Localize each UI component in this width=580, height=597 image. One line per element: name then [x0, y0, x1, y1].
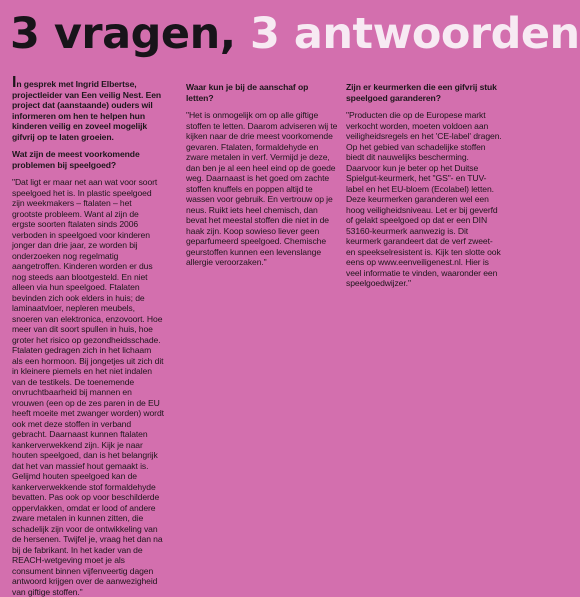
intro-text: n gesprek met Ingrid Elbertse, projectleider van Een veilig Nest. Een project dat (aanstaande) ouders wil informeren om hen te helpen hun kinderen veilig en zoveel mogelijk gifvrij op te laten groeien. [12, 79, 162, 142]
column-1 [12, 74, 164, 597]
question-2: Waar kun je bij de aanschaf op letten? [186, 82, 309, 103]
intro-paragraph [12, 74, 164, 142]
headline [10, 6, 580, 62]
headline-part-2: 3 antwoorden [250, 9, 580, 59]
question-1: Wat zijn de meest voorkomende problemen bij speelgoed? [12, 149, 140, 170]
column-3 [346, 78, 502, 448]
answer-1-part-1: "Dat ligt er maar net aan wat voor soort speelgoed het is. In plastic speelgoed zijn weekmakers – ftalaten – het grootste probleem. Want al zijn de ergste soorten ftalaten sinds 2006 verboden in speelgoed voor kinderen jonger dan drie jaar, ze worden bij onderzoeken nog regelmatig aangetroffen. Kinderen worden er dus nog steeds aan blootgesteld. En niet alleen via hun speelgoed. Ftalaten bevinden zich ook elders in huis; de laminaatvloer, nepleren meubels, snoeren van elektronica, enzovoort. Hoe meer van dit soort spullen in huis, hoe groter het risico op gezondheidsschade. Ftalaten gedragen zich in het lichaam als een hormoon. Bij jongetjes uit zich dit in kleinere piemels en het niet indalen van de testikels. De toenemende onvruchtbaarheid bij mannen en vrouwen (een op de zes paren in de EU heeft moeite met zwanger worden) wordt ook met deze stoffen in verband gebracht. Daarnaast kunnen ftalaten kankerverwekkend zijn. Kijk je naar houten speelgoed, dan is het belangrijk dat het van massief hout gemaakt is. Gelijmd houten speelgoed kan de kankerverwekkende stof formaldehyde bevatten. Pas ook op voor beschilderde oppervlakken, omdat er lood of andere zware metalen in kunnen zitten, die schadelijk zijn voor de ontwikkeling van de hersenen. Twijfel je, vraag het dan na bij de fabrikant. In het kader van de REACH-wetgeving moet je als consument binnen vijfenveertig dagen antwoord krijgen over de aanwezigheid van giftige stoffen." [12, 177, 164, 597]
headline-part-1: 3 vragen, [10, 9, 251, 59]
intro-initial: I [12, 74, 17, 91]
answer-2: "Het is onmogelijk om op alle giftige stoffen te letten. Daarom adviseren wij te kijken naar de drie meest voorkomende gevaren. Ftalaten, formaldehyde en zware metalen in verf. Vermijd je deze, dan ben je al een heel eind op de goede weg. Daarnaast is het goed om zachte stoffen knuffels en poppen altijd te wassen voor gebruik. En vertrouw op je neus. Ruikt iets heel chemisch, dan bevat het meestal stoffen die niet in de haak zijn. Koop sowieso liever geen geparfumeerd speelgoed. Chemische geurstoffen kunnen een levenslange allergie veroorzaken." [186, 110, 338, 267]
column-2 [186, 78, 338, 448]
question-3: Zijn er keurmerken die een gifvrij stuk speelgoed garanderen? [346, 82, 497, 103]
answer-3: "Producten die op de Europese markt verkocht worden, moeten voldoen aan veiligheidsregels en het 'CE-label' dragen. Op het gebied van schadelijke stoffen biedt dit nauwelijks bescherming. Daarvoor kun je beter op het Duitse Spielgut-keurmerk, het "GS"- en TUV-label en het EU-bloem (Ecolabel) letten. Deze keurmerken garanderen wel een hoog veiligheidsniveau. Let er bij geverfd of gelakt speelgoed op dat er een DIN 53160-keurmerk aanwezig is. Dit keurmerk garandeert dat de verf zweet- en speekselresistent is. Kijk ten slotte ook eens op www.eenveiligenest.nl. Hier is veel informatie te vinden, waaronder een speelgoedwijzer." [346, 110, 502, 288]
